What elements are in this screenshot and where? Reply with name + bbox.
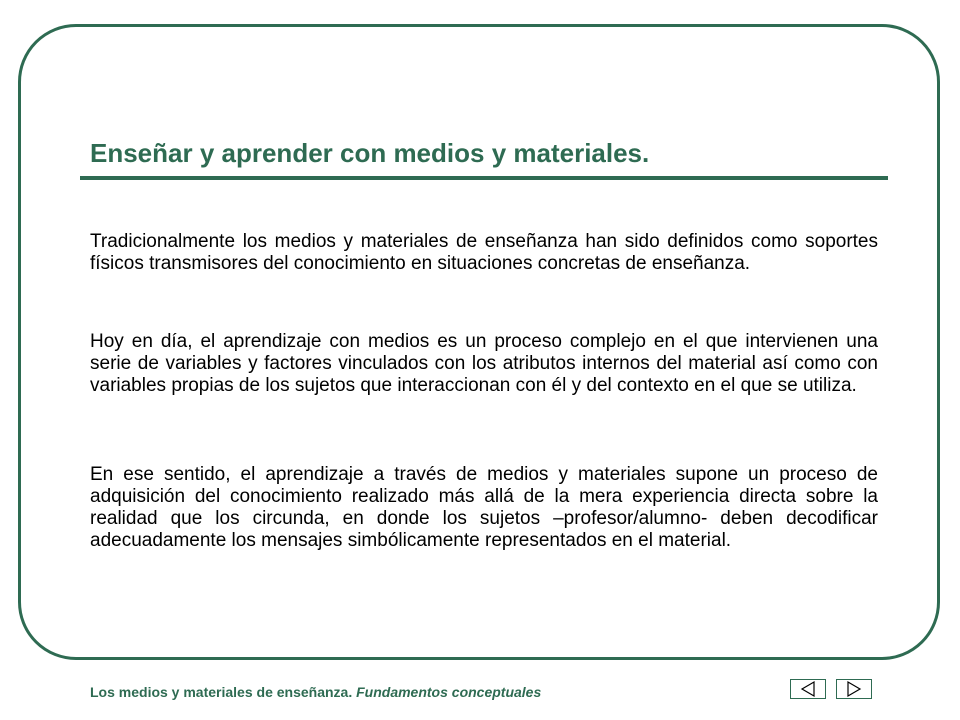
paragraph-1: Tradicionalmente los medios y materiales de enseñanza han sido definidos como soportes físicos transmisores del conocimiento en situaciones concretas de enseñanza. <box>90 231 878 274</box>
next-slide-button[interactable] <box>836 679 872 699</box>
footer-title: Los medios y materiales de enseñanza. <box>90 684 357 700</box>
title-underline <box>80 176 888 180</box>
triangle-right-icon <box>836 679 872 699</box>
paragraph-2: Hoy en día, el aprendizaje con medios es un proceso complejo en el que intervienen una serie de variables y factores vinculados con los atributos internos del material así como con variables propias de los sujetos que interaccionan con él y del contexto en el que se utiliza. <box>90 331 878 396</box>
paragraph-3: En ese sentido, el aprendizaje a través de medios y materiales supone un proceso de adquisición del conocimiento realizado más allá de la mera experiencia directa sobre la realidad que los circunda, en donde los sujetos –profesor/alumno- deben decodificar adecuadamente los mensajes simbólicamente representados en el material. <box>90 464 878 551</box>
footer-caption <box>90 683 541 701</box>
previous-slide-button[interactable] <box>790 679 826 699</box>
slide-title: Enseñar y aprender con medios y materiales. <box>90 138 650 168</box>
footer-subtitle: Fundamentos conceptuales <box>356 684 542 700</box>
triangle-left-icon <box>790 679 826 699</box>
